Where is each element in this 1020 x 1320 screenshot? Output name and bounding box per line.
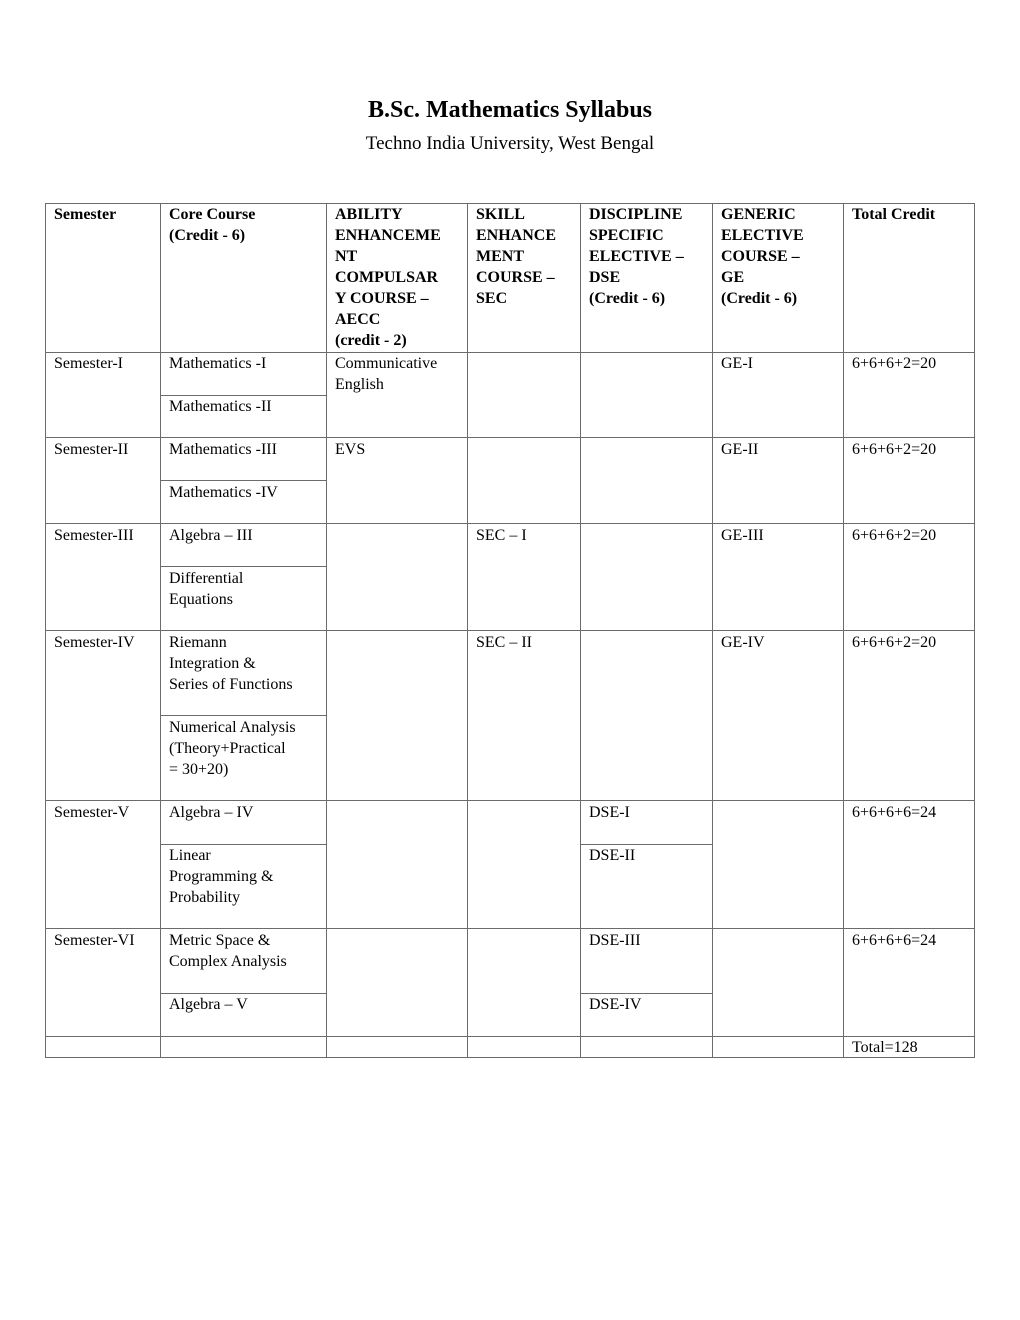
sub-row-divider [160,715,327,716]
dse-cell: DSE-I [589,804,630,821]
total-credit-cell: 6+6+6+2=20 [852,634,937,651]
core-course-cell: Numerical Analysis (Theory+Practical = 30+20) [169,719,296,778]
ge-cell: GE-II [721,441,759,458]
header-core-course: Core Course (Credit - 6) [169,206,256,244]
semester-cell: Semester-V [54,804,130,821]
semester-cell: Semester-IV [54,634,135,651]
dse-cell: DSE-II [589,847,636,864]
core-course-cell: Mathematics -I [169,355,267,372]
header-ge: GENERIC ELECTIVE COURSE – GE (Credit - 6) [721,206,804,307]
semester-cell: Semester-VI [54,932,135,949]
dse-cell: DSE-IV [589,996,642,1013]
row-divider [45,928,975,929]
row-divider [45,1036,975,1037]
aecc-cell: EVS [335,441,366,458]
semester-cell: Semester-II [54,441,129,458]
header-aecc: ABILITY ENHANCEME NT COMPULSAR Y COURSE – AECC (credit - 2) [335,206,441,349]
header-sec: SKILL ENHANCE MENT COURSE – SEC [476,206,557,307]
core-course-cell: Algebra – IV [169,804,254,821]
core-course-cell: Linear Programming & Probability [169,847,274,906]
sec-cell: SEC – I [476,527,527,544]
row-divider [45,523,975,524]
page-title: B.Sc. Mathematics Syllabus [367,97,652,123]
header-total-credit: Total Credit [852,206,936,223]
page-subtitle: Techno India University, West Bengal [365,133,655,154]
sub-row-divider [160,566,327,567]
row-divider [45,437,975,438]
grand-total-cell: Total=128 [852,1039,918,1056]
syllabus-table [45,203,975,1058]
row-divider [45,800,975,801]
core-course-cell: Mathematics -III [169,441,277,458]
row-divider [45,630,975,631]
core-course-cell: Mathematics -IV [169,484,278,501]
core-course-cell: Metric Space & Complex Analysis [169,932,287,970]
total-credit-cell: 6+6+6+6=24 [852,932,937,949]
dse-cell: DSE-III [589,932,641,949]
sec-cell: SEC – II [476,634,532,651]
ge-cell: GE-I [721,355,753,372]
total-credit-cell: 6+6+6+2=20 [852,527,937,544]
ge-cell: GE-IV [721,634,765,651]
core-course-cell: Mathematics -II [169,398,272,415]
total-credit-cell: 6+6+6+2=20 [852,355,937,372]
semester-cell: Semester-III [54,527,134,544]
core-course-cell: Algebra – III [169,527,253,544]
header-dse: DISCIPLINE SPECIFIC ELECTIVE – DSE (Credit - 6) [589,206,684,307]
header-semester: Semester [54,206,117,223]
core-course-cell: Algebra – V [169,996,248,1013]
core-course-cell: Riemann Integration & Series of Functions [169,634,293,693]
total-credit-cell: 6+6+6+2=20 [852,441,937,458]
table-border-bottom [45,1057,975,1058]
sub-row-divider [160,480,327,481]
ge-cell: GE-III [721,527,764,544]
aecc-cell: Communicative English [335,355,438,393]
semester-cell: Semester-I [54,355,123,372]
total-credit-cell: 6+6+6+6=24 [852,804,937,821]
core-course-cell: Differential Equations [169,570,244,608]
